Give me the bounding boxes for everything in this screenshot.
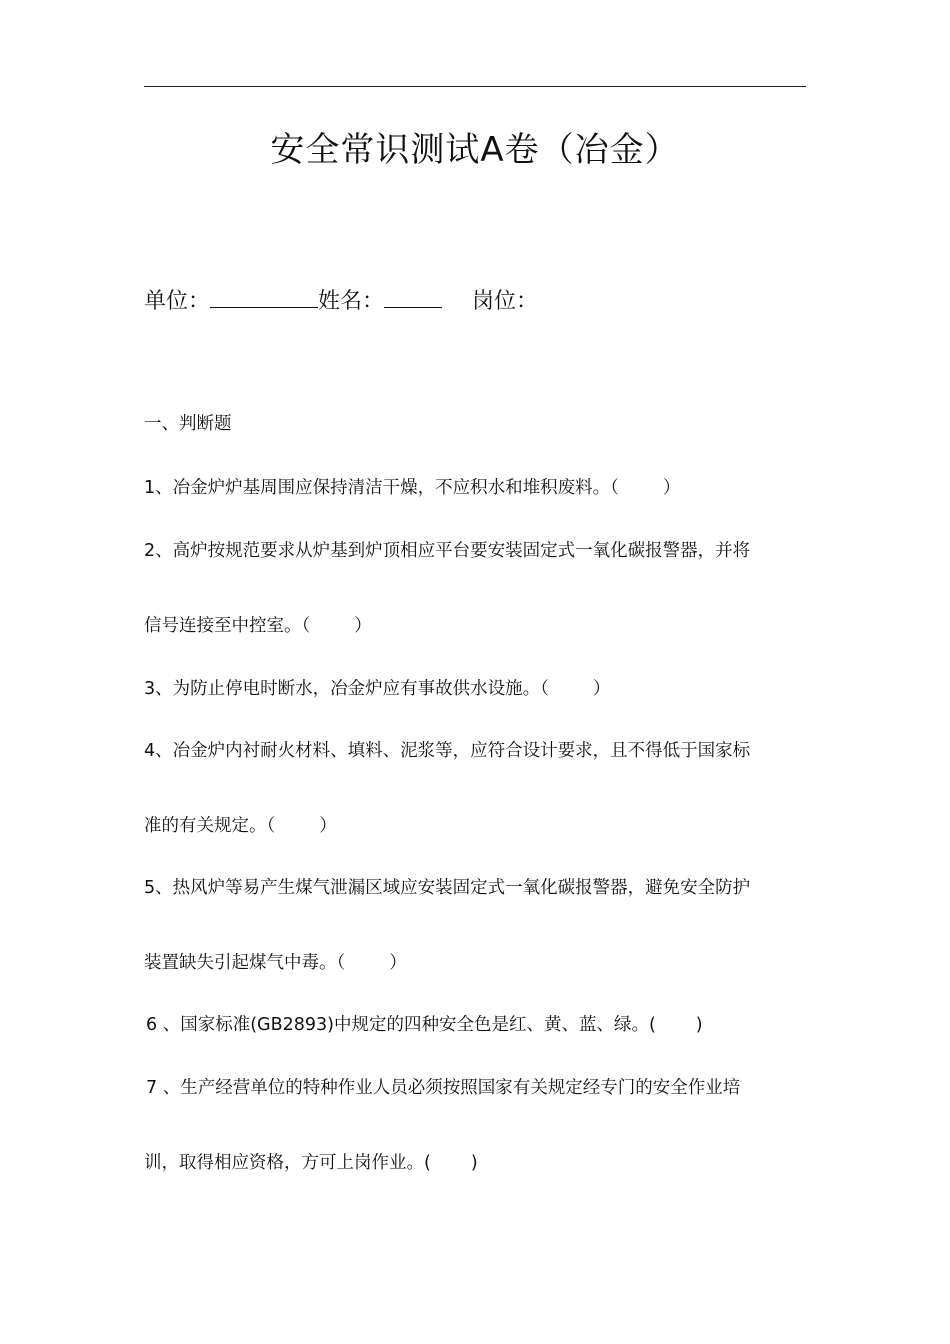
question-text: 2、高炉按规范要求从炉基到炉顶相应平台要安装固定式一氧化碳报警器，并将 bbox=[144, 541, 751, 561]
question-2-continued bbox=[144, 614, 372, 638]
question-paren-close: ） bbox=[354, 616, 372, 636]
name-label: 姓名： bbox=[318, 289, 385, 314]
question-text: 7 、生产经营单位的特种作业人员必须按照国家有关规定经专门的安全作业培 bbox=[146, 1078, 741, 1098]
question-text: 准的有关规定。（ bbox=[144, 816, 276, 836]
question-text: 装置缺失引起煤气中毒。（ bbox=[144, 953, 346, 973]
question-text: 5、热风炉等易产生煤气泄漏区域应安装固定式一氧化碳报警器，避免安全防护 bbox=[144, 878, 751, 898]
section-heading: 一、判断题 bbox=[144, 414, 232, 434]
post-label: 岗位： bbox=[472, 289, 539, 314]
question-3 bbox=[144, 677, 610, 701]
question-2 bbox=[144, 539, 750, 563]
question-5-continued bbox=[144, 951, 407, 975]
question-4-continued bbox=[144, 814, 337, 838]
unit-label: 单位： bbox=[144, 289, 211, 314]
question-text: 4、冶金炉内衬耐火材料、填料、泥浆等，应符合设计要求，且不得低于国家标 bbox=[144, 741, 751, 761]
question-1 bbox=[144, 476, 680, 500]
question-text: 3、为防止停电时断水，冶金炉应有事故供水设施。（ bbox=[144, 679, 549, 699]
question-5 bbox=[144, 876, 750, 900]
question-text: 6 、国家标准(GB2893)中规定的四种安全色是红、黄、蓝、绿。( bbox=[146, 1015, 656, 1035]
question-text: 训，取得相应资格，方可上岗作业。( bbox=[144, 1153, 431, 1173]
question-paren-close: ） bbox=[662, 478, 681, 498]
header-rule bbox=[144, 86, 806, 87]
question-4 bbox=[144, 739, 750, 763]
question-text: 1、冶金炉炉基周围应保持清洁干燥，不应积水和堆积废料。（ bbox=[144, 478, 619, 498]
question-paren-close: ) bbox=[470, 1153, 478, 1173]
unit-blank bbox=[210, 283, 318, 308]
question-7-continued bbox=[144, 1151, 478, 1175]
question-text: 信号连接至中控室。（ bbox=[144, 616, 311, 636]
question-paren-close: ） bbox=[389, 953, 407, 973]
question-paren-close: ） bbox=[592, 679, 611, 699]
question-7 bbox=[146, 1076, 740, 1100]
name-blank bbox=[384, 283, 442, 308]
info-line bbox=[144, 283, 538, 317]
question-6 bbox=[146, 1013, 703, 1037]
question-paren-close: ） bbox=[319, 816, 337, 836]
question-paren-close: ) bbox=[695, 1015, 703, 1035]
document-title: 安全常识测试A卷（冶金） bbox=[270, 130, 680, 170]
